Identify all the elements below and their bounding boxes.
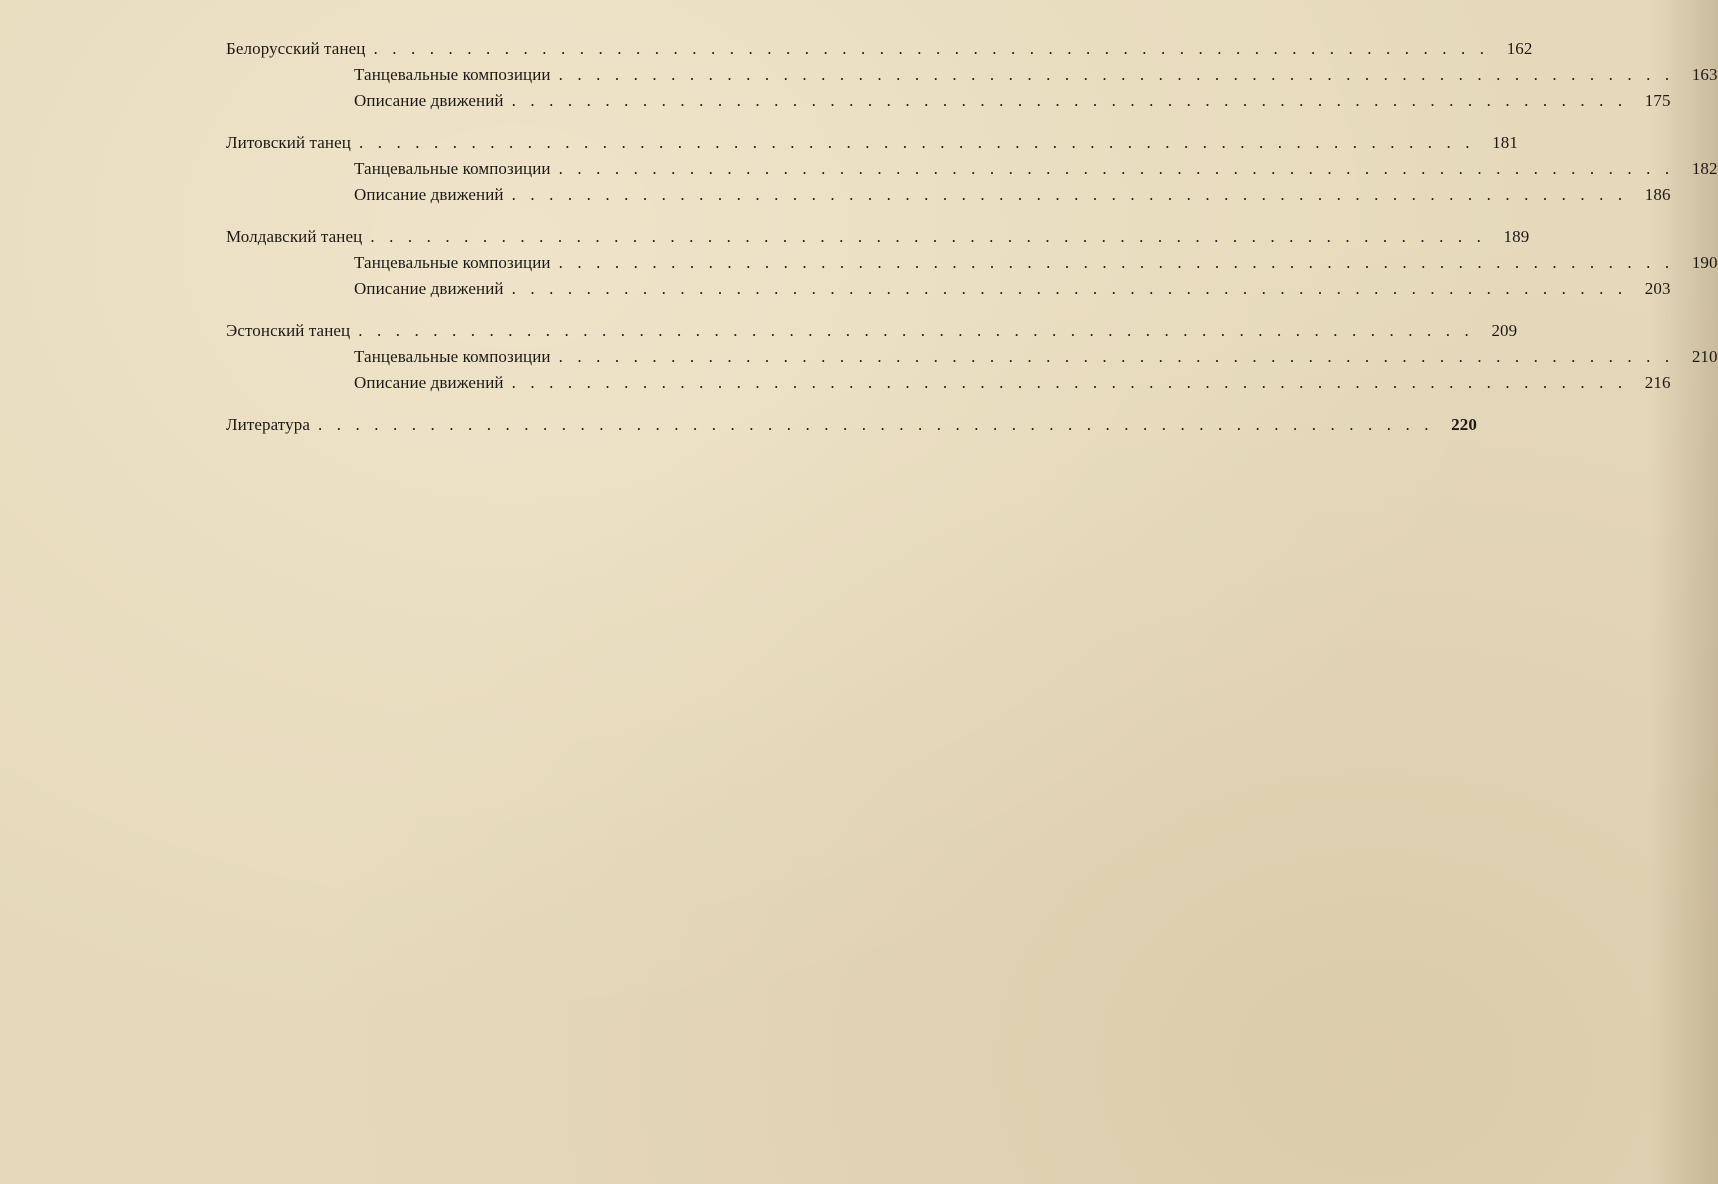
toc-subentry-page: 186 xyxy=(1644,185,1671,204)
toc-subentry[interactable] xyxy=(226,62,1718,88)
toc-subentry-page: 216 xyxy=(1644,373,1671,392)
toc-section-belarusian xyxy=(226,36,1718,114)
toc-subentry[interactable] xyxy=(226,156,1718,182)
dot-leader: ............................................................ xyxy=(511,373,1637,392)
toc-entry-page: 209 xyxy=(1491,321,1518,340)
toc-subentry[interactable] xyxy=(226,370,1671,396)
toc-entry[interactable] xyxy=(226,318,1518,344)
toc-subentry-title: Танцевальные композиции xyxy=(354,65,551,84)
toc-subentry-page: 175 xyxy=(1644,91,1671,110)
toc-entry-title: Эстонский танец xyxy=(226,321,351,340)
toc-section-estonian xyxy=(226,318,1718,396)
toc-entry-page: 162 xyxy=(1506,39,1533,58)
dot-leader: ............................................................ xyxy=(358,321,1484,340)
toc-section-moldavian xyxy=(226,224,1718,302)
toc-entry-page: 181 xyxy=(1492,133,1518,152)
toc-subentry-page: 203 xyxy=(1644,279,1671,298)
dot-leader: ............................................................ xyxy=(558,253,1684,272)
toc-subentry-page: 163 xyxy=(1691,65,1718,84)
toc-subentry-title: Танцевальные композиции xyxy=(354,347,551,366)
toc-entry[interactable] xyxy=(226,224,1530,250)
dot-leader: ............................................................ xyxy=(558,347,1684,366)
dot-leader: ............................................................ xyxy=(511,91,1637,110)
toc-entry-title: Литература xyxy=(226,415,310,434)
toc-subentry-title: Описание движений xyxy=(354,373,504,392)
toc-subentry-title: Описание движений xyxy=(354,185,504,204)
toc-subentry-title: Танцевальные композиции xyxy=(354,159,551,178)
toc-section-lithuanian xyxy=(226,130,1718,208)
toc-subentry[interactable] xyxy=(226,344,1718,370)
toc-subentry[interactable] xyxy=(226,276,1671,302)
toc-entry[interactable] xyxy=(226,130,1518,156)
toc-entry-title: Литовский танец xyxy=(226,133,351,152)
toc-entry-literature[interactable] xyxy=(226,412,1477,438)
dot-leader: ............................................................ xyxy=(370,227,1496,246)
dot-leader: ............................................................ xyxy=(373,39,1499,58)
toc-entry-page: 220 xyxy=(1451,415,1477,434)
toc-subentry-title: Описание движений xyxy=(354,91,504,110)
dot-leader: ............................................................ xyxy=(511,185,1637,204)
toc-subentry-page: 190 xyxy=(1691,253,1718,272)
toc-subentry-title: Описание движений xyxy=(354,279,504,298)
table-of-contents xyxy=(226,36,1718,454)
toc-entry[interactable] xyxy=(226,36,1533,62)
toc-subentry[interactable] xyxy=(226,182,1671,208)
toc-subentry-title: Танцевальные композиции xyxy=(354,253,551,272)
toc-entry-title: Молдавский танец xyxy=(226,227,363,246)
toc-subentry-page: 182 xyxy=(1691,159,1718,178)
dot-leader: ............................................................ xyxy=(511,279,1637,298)
toc-subentry[interactable] xyxy=(226,88,1671,114)
dot-leader: ............................................................ xyxy=(558,65,1684,84)
toc-entry-page: 189 xyxy=(1503,227,1530,246)
toc-subentry-page: 210 xyxy=(1691,347,1718,366)
toc-entry-title: Белорусский танец xyxy=(226,39,366,58)
toc-subentry[interactable] xyxy=(226,250,1718,276)
toc-section-literature xyxy=(226,412,1477,438)
dot-leader: ............................................................ xyxy=(358,133,1484,152)
dot-leader: ............................................................ xyxy=(317,415,1443,434)
dot-leader: ............................................................ xyxy=(558,159,1684,178)
